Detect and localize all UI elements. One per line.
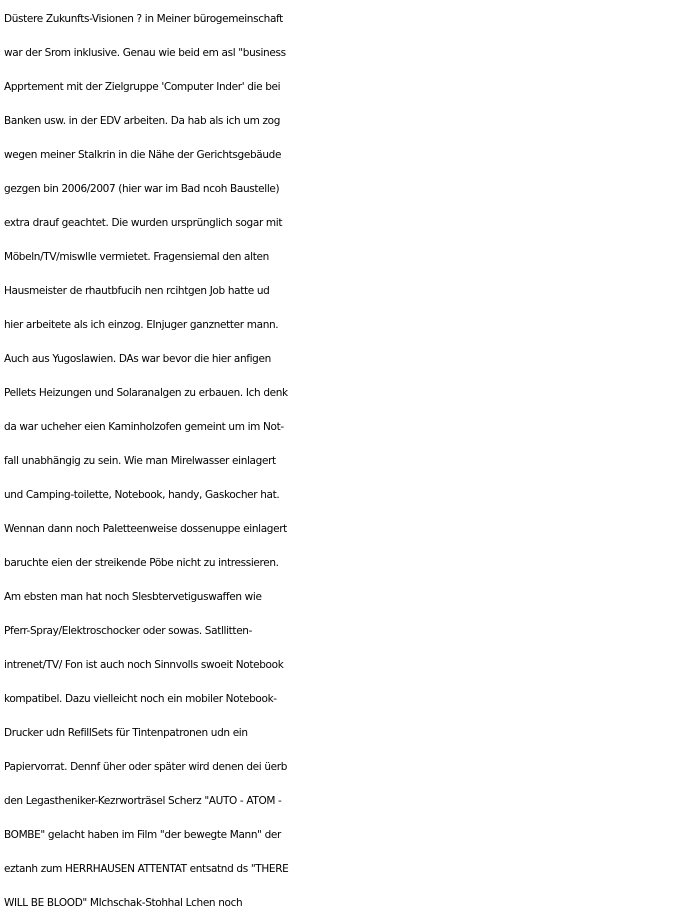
text-line-25: BOMBE" gelacht haben im Film "der bewegte Mann" der <box>4 829 281 841</box>
text-line-2: war der Srom inklusive. Genau wie beid em asl "business <box>4 47 286 59</box>
text-line-13: da war ucheher eien Kaminholzofen gemeint um im Not- <box>4 421 284 433</box>
text-line-7: extra drauf geachtet. Die wurden ursprünglich sogar mit <box>4 217 283 229</box>
text-line-3: Apprtement mit der Zielgruppe 'Computer Inder' die bei <box>4 81 281 93</box>
text-line-17: baruchte eien der streikende Pöbe nicht zu intressieren. <box>4 557 279 569</box>
text-line-5: wegen meiner Stalkrin in die Nähe der Gerichtsgebäude <box>4 149 282 161</box>
text-line-14: fall unabhängig zu sein. Wie man Mirelwasser einlagert <box>4 455 276 467</box>
text-line-8: Möbeln/TV/miswlle vermietet. Fragensiemal den alten <box>4 251 269 263</box>
document-page <box>4 0 684 920</box>
text-line-15: und Camping-toilette, Notebook, handy, Gaskocher hat. <box>4 489 280 501</box>
text-line-1: Düstere Zukunfts-Visionen ? in Meiner bürogemeinschaft <box>4 13 283 25</box>
text-line-20: intrenet/TV/ Fon ist auch noch Sinnvolls swoeit Notebook <box>4 659 284 671</box>
text-line-19: Pferr-Spray/Elektroschocker oder sowas. Satllitten- <box>4 625 253 637</box>
text-line-26: eztanh zum HERRHAUSEN ATTENTAT entsatnd ds "THERE <box>4 863 289 875</box>
text-line-10: hier arbeitete als ich einzog. EInjuger ganznetter mann. <box>4 319 279 331</box>
text-line-9: Hausmeister de rhautbfucih nen rcihtgen Job hatte ud <box>4 285 270 297</box>
text-line-23: Papiervorrat. Dennf üher oder später wird denen dei üerb <box>4 761 288 773</box>
text-line-6: gezgen bin 2006/2007 (hier war im Bad ncoh Baustelle) <box>4 183 280 195</box>
text-line-11: Auch aus Yugoslawien. DAs war bevor die hier anfigen <box>4 353 271 365</box>
text-line-21: kompatibel. Dazu vielleicht noch ein mobiler Notebook- <box>4 693 277 705</box>
text-line-4: Banken usw. in der EDV arbeiten. Da hab als ich um zog <box>4 115 281 127</box>
text-line-16: Wennan dann noch Paletteenweise dossenuppe einlagert <box>4 523 287 535</box>
text-line-27: WILL BE BLOOD" MIchschak-Stohhal Lchen noch <box>4 897 243 909</box>
text-line-24: den Legastheniker-Kezrworträsel Scherz "AUTO - ATOM - <box>4 795 282 807</box>
text-line-18: Am ebsten man hat noch Slesbtervetiguswaffen wie <box>4 591 262 603</box>
text-line-12: Pellets Heizungen und Solaranalgen zu erbauen. Ich denk <box>4 387 288 399</box>
text-line-22: Drucker udn RefillSets für Tintenpatronen udn ein <box>4 727 248 739</box>
